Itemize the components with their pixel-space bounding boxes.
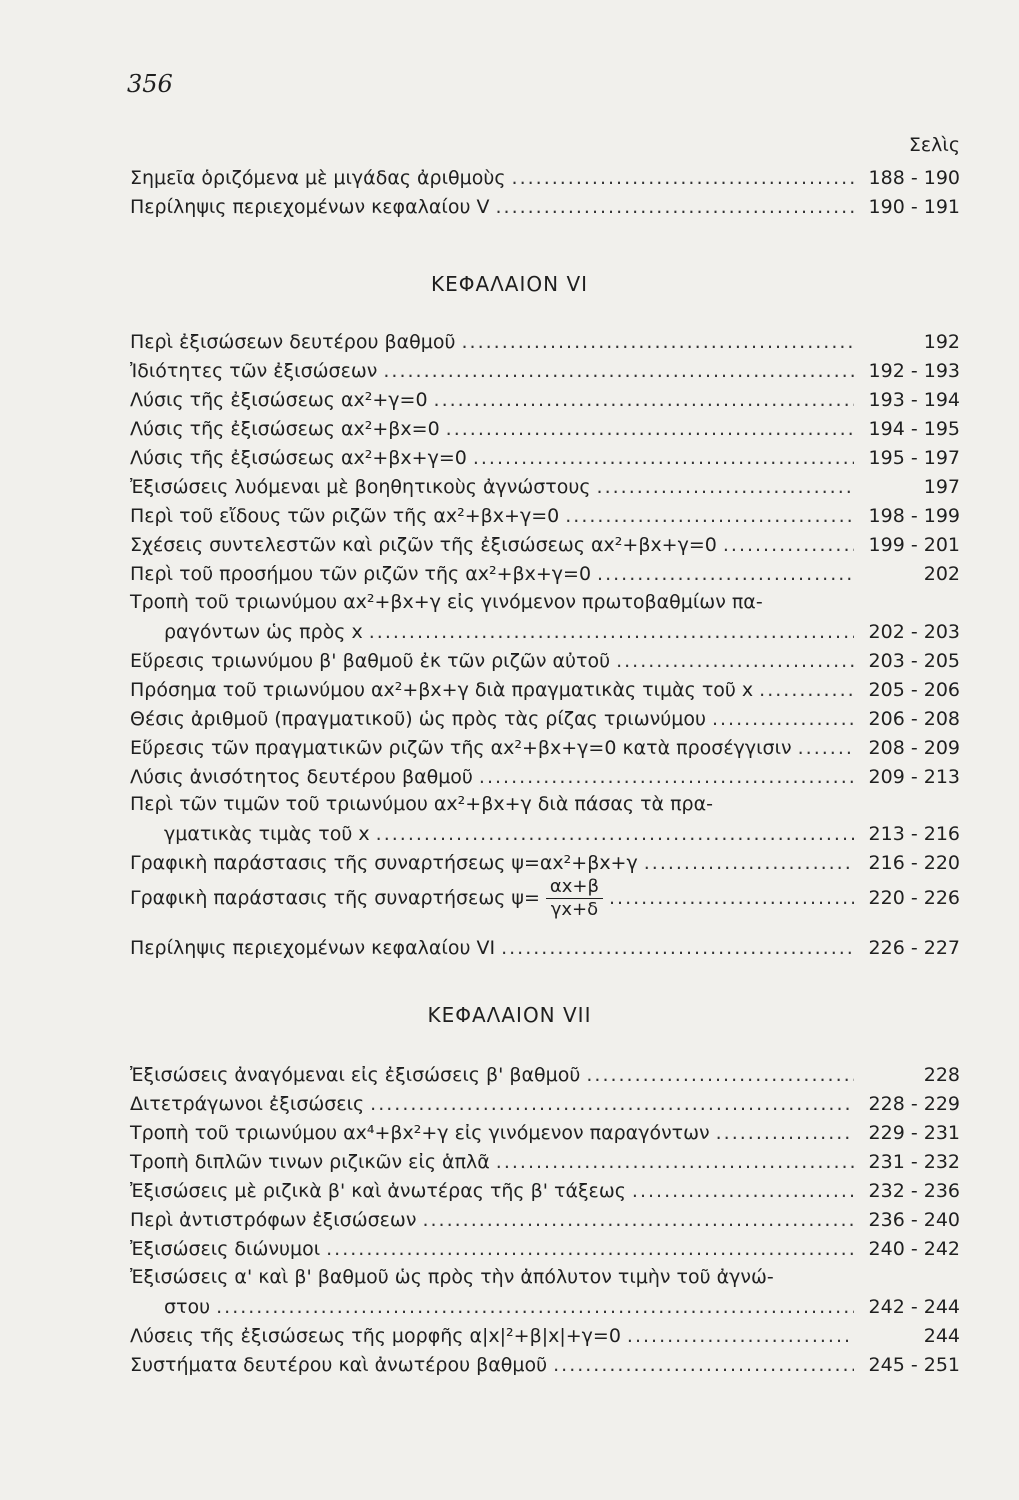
entry-pages: 208 - 209: [868, 737, 960, 759]
entry-pages: 216 - 220: [868, 852, 960, 874]
entry-title: Εὕρεσις τριωνύμου β' βαθμοῦ ἐκ τῶν ριζῶν αὐτοῦ: [130, 650, 611, 672]
entry-title: Διτετράγωνοι ἐξισώσεις: [130, 1093, 365, 1115]
entry-pages: 213 - 216: [868, 823, 960, 845]
entry-title: Πρόσημα τοῦ τριωνύμου αx²+βx+γ διὰ πραγματικὰς τιμὰς τοῦ x: [130, 679, 754, 701]
entry-title: Περὶ τοῦ εἴδους τῶν ριζῶν τῆς αx²+βx+γ=0: [130, 505, 560, 527]
toc-entry: [130, 1086, 960, 1116]
dot-leader: [609, 886, 854, 910]
dot-leader: [632, 1179, 854, 1203]
dot-leader: [586, 1063, 854, 1087]
toc-entry: [130, 1057, 960, 1087]
entry-pages: 209 - 213: [868, 766, 960, 788]
entry-title: Λύσις ἀνισότητος δευτέρου βαθμοῦ: [130, 766, 473, 788]
entry-title: Ἐξισώσεις διώνυμοι: [130, 1238, 321, 1260]
entry-pages: 192 - 193: [868, 360, 960, 382]
entry-pages: 240 - 242: [868, 1238, 960, 1260]
fraction-denominator: γx+δ: [550, 898, 599, 920]
dot-leader: [473, 446, 854, 470]
entry-title: Ἐξισώσεις μὲ ριζικὰ β' καὶ ἀνωτέρας τῆς β' τάξεως: [130, 1180, 626, 1202]
dot-leader: [565, 504, 854, 528]
entry-title: Τροπὴ τοῦ τριωνύμου αx⁴+βx²+γ εἰς γινόμενον παραγόντων: [130, 1122, 710, 1144]
dot-leader: [616, 649, 854, 673]
entry-title: Σημεῖα ὁριζόμενα μὲ μιγάδας ἀριθμοὺς: [130, 167, 506, 189]
toc-entry: [130, 527, 960, 557]
entry-pages: 236 - 240: [868, 1209, 960, 1231]
entry-title: Λύσις τῆς ἐξισώσεως αx²+βx+γ=0: [130, 447, 467, 469]
entry-pages: 190 - 191: [868, 196, 960, 218]
chapter-heading: ΚΕΦΑΛΑΙΟΝ VI: [430, 272, 589, 296]
entry-pages: 232 - 236: [868, 1180, 960, 1202]
dot-leader: [326, 1237, 854, 1261]
entry-pages: 205 - 206: [868, 679, 960, 701]
fraction: [546, 876, 603, 921]
toc-entry: [130, 1347, 960, 1377]
toc-entry: [130, 1318, 960, 1348]
entry-title: Τροπὴ διπλῶν τινων ριζικῶν εἰς ἁπλᾶ: [130, 1151, 490, 1173]
entry-title: Περίληψις περιεχομένων κεφαλαίου V: [130, 196, 490, 218]
dot-leader: [370, 1092, 854, 1116]
entry-pages: 188 - 190: [868, 167, 960, 189]
toc-entry: [130, 643, 960, 673]
entry-title-continuation: στου: [164, 1296, 211, 1318]
toc-entry: [164, 614, 960, 644]
entry-title: Γραφικὴ παράστασις τῆς συναρτήσεως ψ=: [130, 887, 540, 909]
entry-pages: 199 - 201: [868, 534, 960, 556]
entry-pages: 197: [923, 476, 960, 498]
toc-entry: [130, 1173, 960, 1203]
entry-title: Λύσις τῆς ἐξισώσεως αx²+βx=0: [130, 418, 440, 440]
toc-entry: [164, 816, 960, 846]
entry-title: Γραφικὴ παράστασις τῆς συναρτήσεως ψ=αx²+βx+γ: [130, 852, 638, 874]
entry-pages: 206 - 208: [868, 708, 960, 730]
entry-title: Περὶ τοῦ προσήμου τῶν ριζῶν τῆς αx²+βx+γ=0: [130, 563, 592, 585]
toc-entry: [130, 1115, 960, 1145]
dot-leader: [512, 166, 854, 190]
entry-pages: 229 - 231: [868, 1122, 960, 1144]
entry-pages: 228: [923, 1064, 960, 1086]
toc-entry: [130, 1202, 960, 1232]
entry-pages: 242 - 244: [868, 1296, 960, 1318]
entry-title: Συστήματα δευτέρου καὶ ἀνωτέρου βαθμοῦ: [130, 1354, 548, 1376]
entry-pages: 228 - 229: [868, 1093, 960, 1115]
dot-leader: [597, 475, 854, 499]
entry-pages: 194 - 195: [868, 418, 960, 440]
entry-title: Ἐξισώσεις λυόμεναι μὲ βοηθητικοὺς ἀγνώστους: [130, 476, 591, 498]
entry-title: Ἰδιότητες τῶν ἐξισώσεων: [130, 360, 378, 382]
toc-entry: [130, 189, 960, 219]
entry-pages: 203 - 205: [868, 650, 960, 672]
toc-entry: [130, 1144, 960, 1174]
entry-title: Ἐξισώσεις α' καὶ β' βαθμοῦ ὡς πρὸς τὴν ἀπόλυτον τιμὴν τοῦ ἀγνώ-: [130, 1266, 774, 1288]
entry-pages: 245 - 251: [868, 1354, 960, 1376]
toc-entry: [130, 324, 960, 354]
entry-title: Τροπὴ τοῦ τριωνύμου αx²+βx+γ εἰς γινόμενον πρωτοβαθμίων πα-: [130, 591, 763, 613]
toc-entry: [130, 930, 960, 960]
dot-leader: [369, 620, 854, 644]
dot-leader: [759, 678, 854, 702]
toc-entry: [130, 411, 960, 441]
entry-pages: 226 - 227: [868, 937, 960, 959]
dot-leader: [597, 562, 854, 586]
toc-entry: [130, 556, 960, 586]
toc-entry: [130, 876, 960, 920]
dot-leader: [712, 707, 854, 731]
entry-pages: 244: [923, 1325, 960, 1347]
toc-entry: [130, 730, 960, 760]
toc-entry: [130, 469, 960, 499]
page-column-header: Σελὶς: [908, 134, 960, 156]
entry-pages: 202 - 203: [868, 621, 960, 643]
dot-leader: [383, 359, 854, 383]
entry-pages: 202: [923, 563, 960, 585]
fraction-numerator: αx+β: [546, 876, 603, 899]
entry-title: Περὶ ἐξισώσεων δευτέρου βαθμοῦ: [130, 331, 456, 353]
toc-entry: [130, 160, 960, 190]
toc-entry: [164, 1289, 960, 1319]
entry-title: Περὶ ἀντιστρόφων ἐξισώσεων: [130, 1209, 417, 1231]
toc-entry: [130, 353, 960, 383]
entry-pages: 231 - 232: [868, 1151, 960, 1173]
entry-title: Περὶ τῶν τιμῶν τοῦ τριωνύμου αx²+βx+γ διὰ πάσας τὰ πρα-: [130, 793, 713, 815]
entry-pages: 198 - 199: [868, 505, 960, 527]
entry-title-continuation: γματικὰς τιμὰς τοῦ x: [164, 823, 370, 845]
entry-pages: 220 - 226: [868, 887, 960, 909]
entry-title: Λύσεις τῆς ἐξισώσεως τῆς μορφῆς α|x|²+β|x|+γ=0: [130, 1325, 621, 1347]
dot-leader: [462, 330, 854, 354]
dot-leader: [798, 736, 854, 760]
dot-leader: [716, 1121, 854, 1145]
dot-leader: [644, 851, 854, 875]
entry-title: Εὕρεσις τῶν πραγματικῶν ριζῶν τῆς αx²+βx+γ=0 κατὰ προσέγγισιν: [130, 737, 792, 759]
dot-leader: [495, 195, 854, 219]
dot-leader: [496, 1150, 854, 1174]
toc-entry: [130, 440, 960, 470]
toc-entry: [130, 382, 960, 412]
entry-title: Σχέσεις συντελεστῶν καὶ ριζῶν τῆς ἐξισώσεως αx²+βx+γ=0: [130, 534, 717, 556]
dot-leader: [501, 936, 854, 960]
toc-entry: [130, 701, 960, 731]
dot-leader: [216, 1295, 854, 1319]
entry-pages: 195 - 197: [868, 447, 960, 469]
dot-leader: [422, 1208, 854, 1232]
dot-leader: [434, 388, 854, 412]
dot-leader: [446, 417, 854, 441]
toc-entry: [130, 845, 960, 875]
entry-pages: 192: [923, 331, 960, 353]
toc-entry: [130, 759, 960, 789]
entry-title: Ἐξισώσεις ἀναγόμεναι εἰς ἐξισώσεις β' βαθμοῦ: [130, 1064, 581, 1086]
entry-title: Περίληψις περιεχομένων κεφαλαίου VI: [130, 937, 496, 959]
toc-entry: [130, 1231, 960, 1261]
page-number: 356: [127, 70, 173, 98]
dot-leader: [627, 1324, 854, 1348]
entry-title: Θέσις ἀριθμοῦ (πραγματικοῦ) ὡς πρὸς τὰς ρίζας τριωνύμου: [130, 708, 706, 730]
dot-leader: [376, 822, 854, 846]
dot-leader: [723, 533, 854, 557]
toc-entry: [130, 672, 960, 702]
entry-title: Λύσις τῆς ἐξισώσεως αx²+γ=0: [130, 389, 428, 411]
chapter-heading: ΚΕΦΑΛΑΙΟΝ VII: [427, 1003, 592, 1027]
toc-entry: [130, 498, 960, 528]
dot-leader: [553, 1353, 854, 1377]
entry-title-continuation: ραγόντων ὡς πρὸς x: [164, 621, 363, 643]
dot-leader: [479, 765, 854, 789]
entry-pages: 193 - 194: [868, 389, 960, 411]
